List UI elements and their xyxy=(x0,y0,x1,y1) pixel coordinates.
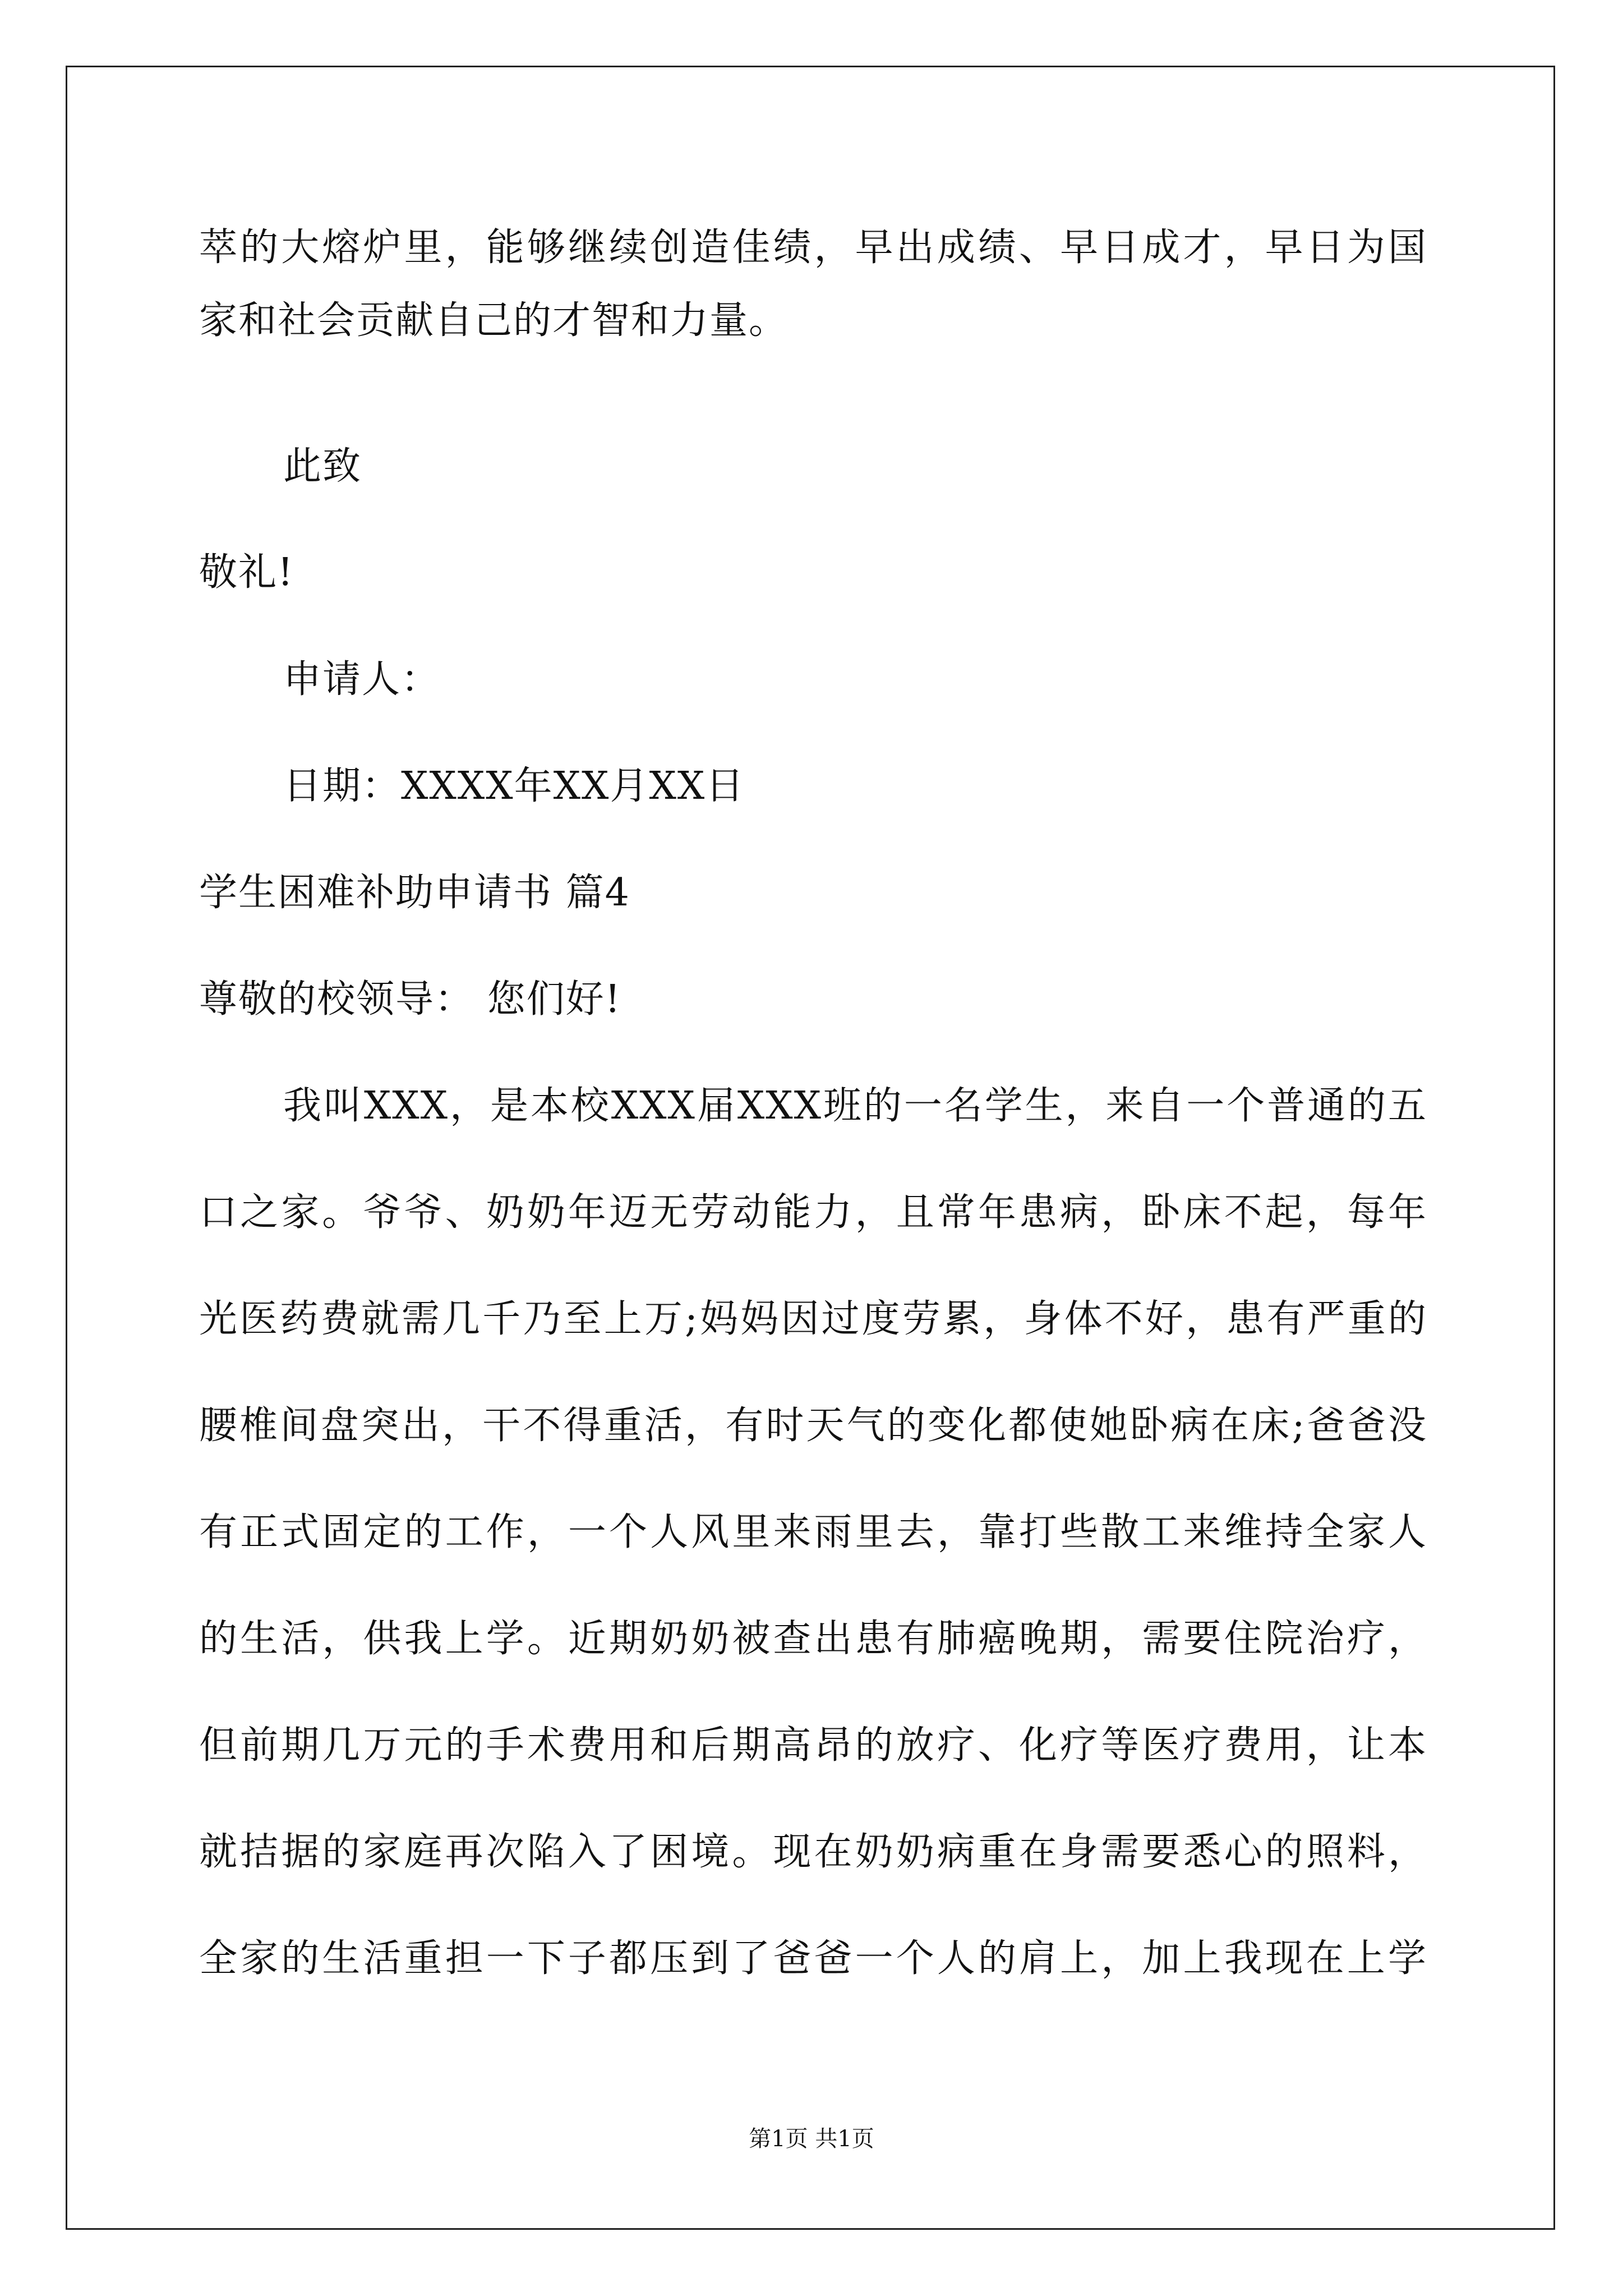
paragraph-line: 全家的生活重担一下子都压到了爸爸一个人的肩上，加上我现在上学 xyxy=(199,1936,1427,1981)
date-line: 日期：XXXX年XX月XX日 xyxy=(283,764,745,808)
paragraph-line: 家和社会贡献自己的才智和力量。 xyxy=(199,298,789,343)
page-number-footer: 第1页 共1页 xyxy=(749,2126,874,2152)
paragraph-line: 腰椎间盘突出，干不得重活，有时天气的变化都使她卧病在床;爸爸没 xyxy=(199,1404,1427,1448)
paragraph-line: 光医药费就需几千乃至上万;妈妈因过度劳累，身体不好，患有严重的 xyxy=(199,1297,1427,1341)
paragraph-line: 的生活，供我上学。近期奶奶被查出患有肺癌晚期，需要住院治疗， xyxy=(199,1617,1427,1661)
applicant-label: 申请人： xyxy=(283,657,441,702)
page-border xyxy=(66,66,1555,2230)
closing-regards: 敬礼! xyxy=(199,550,294,595)
paragraph-line: 口之家。爷爷、奶奶年迈无劳动能力，且常年患病，卧床不起，每年 xyxy=(199,1190,1427,1235)
greeting-line: 尊敬的校领导： 您们好! xyxy=(199,977,621,1022)
section-heading: 学生困难补助申请书 篇4 xyxy=(199,871,630,915)
paragraph-line: 萃的大熔炉里，能够继续创造佳绩，早出成绩、早日成才，早日为国 xyxy=(199,226,1427,270)
paragraph-line: 但前期几万元的手术费用和后期高昂的放疗、化疗等医疗费用，让本 xyxy=(199,1723,1427,1768)
paragraph-line: 就拮据的家庭再次陷入了困境。现在奶奶病重在身需要悉心的照料， xyxy=(199,1830,1427,1874)
closing-salutation: 此致 xyxy=(283,444,362,489)
paragraph-line: 我叫XXX，是本校XXX届XXX班的一名学生，来自一个普通的五 xyxy=(283,1084,1427,1128)
paragraph-line: 有正式固定的工作，一个人风里来雨里去，靠打些散工来维持全家人 xyxy=(199,1510,1427,1554)
